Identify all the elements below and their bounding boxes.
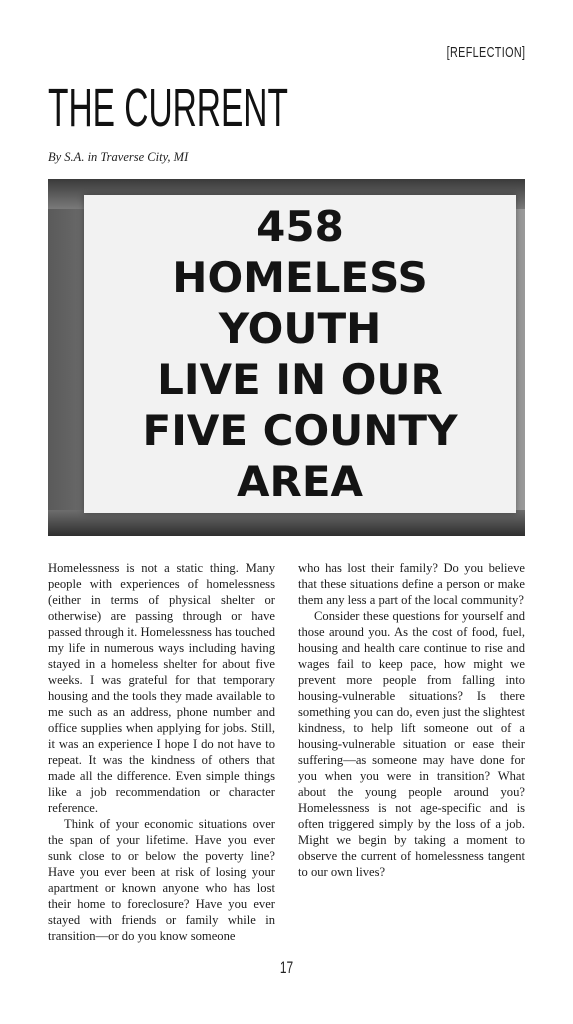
sign-line: 458 (256, 202, 344, 251)
article-column-right (298, 560, 525, 880)
article-title: THE CURRENT (48, 78, 288, 138)
sign-line: LIVE IN OUR (157, 355, 443, 404)
sign-line: YOUTH (218, 304, 382, 353)
paragraph: Consider these questions for yourself and those around you. As the cost of food, fuel, housing and health care continue to rise and wages fail to keep pace, how might we prevent more people from falling into housing-vulnerable situations? Is there something you can do, even just the slightest kindness, to help lift someone out of a housing-vulnerable situation or ease their suffering—as someone may have done for you when you were in transition? What about the young people around you? Homelessness is not age-specific and is often triggered simply by the loss of a job. Might we begin by taking a moment to observe the current of homelessness tangent to our own lives? (298, 609, 525, 879)
sign-line: HOMELESS (172, 253, 428, 302)
paragraph: who has lost their family? Do you believe that these situations define a person or make them any less a part of the local community? (298, 561, 525, 607)
article-column-left (48, 560, 275, 944)
byline: By S.A. in Traverse City, MI (48, 150, 189, 164)
article-photo (48, 179, 525, 536)
section-tag: [REFLECTION] (446, 44, 525, 61)
page-number: 17 (279, 958, 294, 977)
protest-sign (84, 195, 516, 513)
sign-line: AREA (236, 457, 364, 506)
sign-line: FIVE COUNTY (142, 406, 458, 455)
paragraph: Think of your economic situations over the span of your lifetime. Have you ever sunk close to or below the poverty line? Have you ever been at risk of losing your apartment or known anyone who has lost their home to foreclosure? Have you ever stayed with friends or family while in transition—or do you know someone (48, 817, 275, 943)
paragraph: Homelessness is not a static thing. Many people with experiences of homelessness (either in terms of physical shelter or otherwise) are passing through or have passed through it. Homelessness has touched my life in numerous ways including having stayed in a homeless shelter for about five weeks. I was grateful for that temporary housing and the tools they made available to me such as an address, phone number and office supplies when applying for jobs. Still, it was an experience I hope I do not have to repeat. It was the kindness of others that made all the difference. Even simple things like a job recommendation or character reference. (48, 561, 275, 815)
photo-background-bottom (48, 510, 525, 536)
